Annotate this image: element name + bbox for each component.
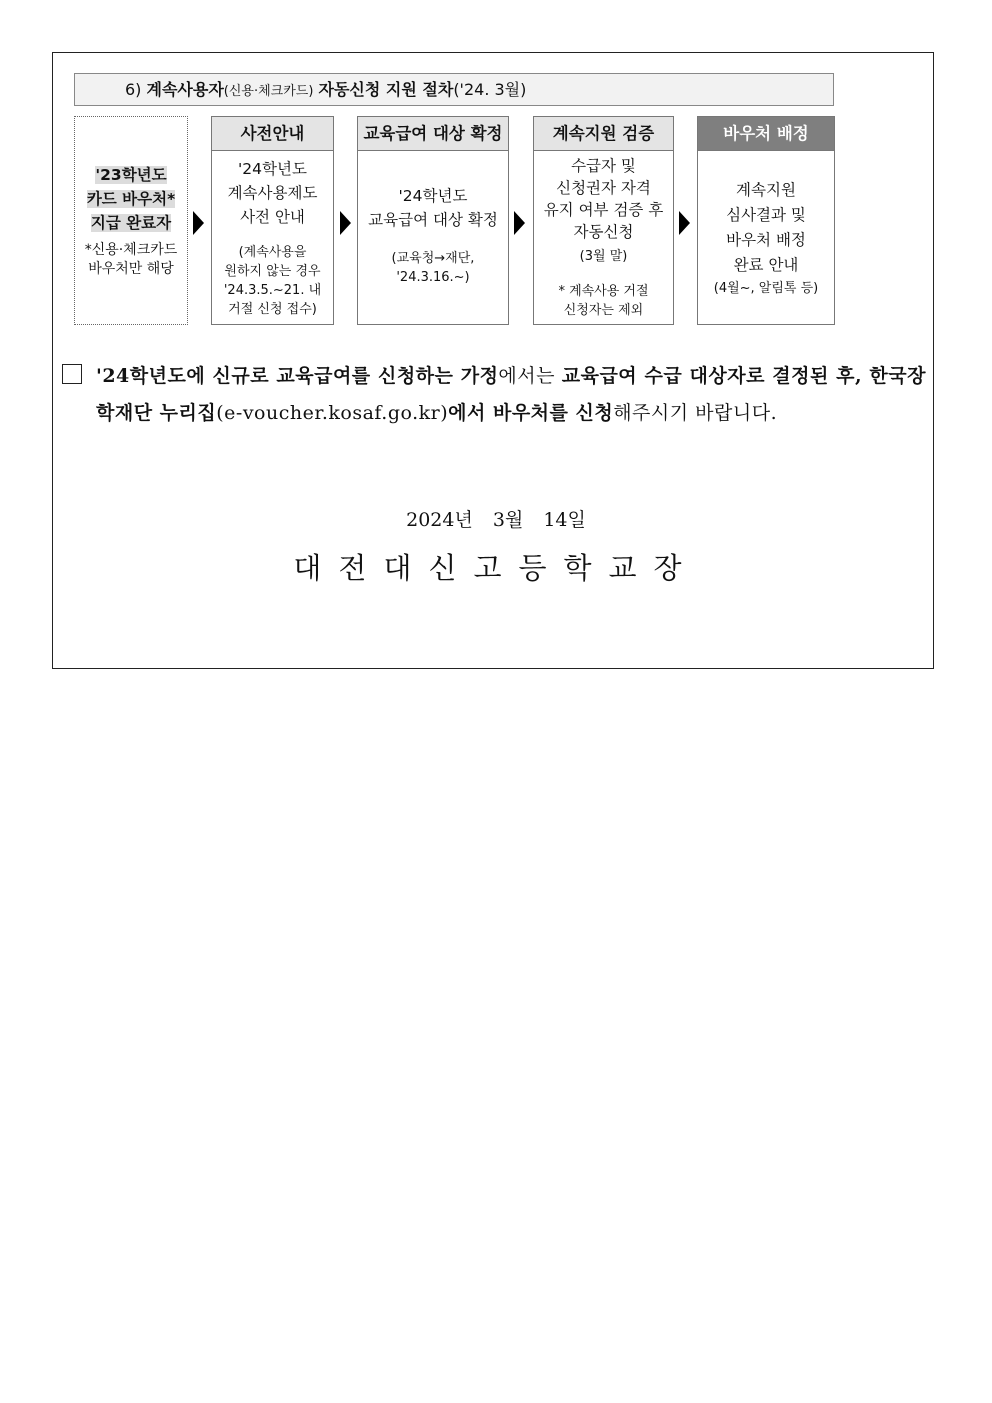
step-confirmation-note: (교육청→재단, '24.3.16.~) [391,251,475,285]
notice-part-1: '24학년도에 신규로 교육급여를 신청하는 가정 [96,365,499,387]
arrow-icon [514,211,525,235]
notice-paragraph [60,358,926,432]
step-confirmation-main: '24학년도 교육급여 대상 확정 [368,187,498,229]
eligibility-note: *신용·체크카드 바우처만 해당 [84,242,178,277]
document-date: 2024년 3월 14일 [406,509,586,531]
step-voucher [697,116,835,325]
step-confirmation [357,116,509,325]
arrow-icon [340,211,351,235]
section-title-period: ('24. 3월) [453,80,527,99]
notice-part-6: 해주시기 바랍니다. [613,402,778,424]
arrow-icon [193,211,204,235]
section-title-part2: 자동신청 지원 절차 [318,80,454,99]
step-pre-notice-main: '24학년도 계속사용제도 사전 안내 [227,160,318,226]
notice-url: (e-voucher.kosaf.go.kr) [216,402,449,424]
checkbox-icon [62,364,82,384]
step-pre-notice-note: (계속사용을 원하지 않는 경우 '24.3.5.~21. 내 거절 신청 접수) [223,245,322,317]
section-title-part1: 계속사용자 [146,80,224,99]
principal-signature: 대전대신고등학교장 [293,551,699,585]
step-voucher-main: 계속지원 심사결과 및 바우처 배정 완료 안내 [726,181,806,274]
step-pre-notice [211,116,334,325]
step-pre-notice-header: 사전안내 [212,117,333,151]
section-number: 6) [125,80,142,99]
notice-part-5: 에서 바우처를 신청 [448,402,614,424]
step-verification [533,116,674,325]
step-verification-main: 수급자 및 신청권자 자격 유지 여부 검증 후 자동신청 [543,157,664,241]
step-eligibility [74,116,188,325]
step-confirmation-header: 교육급여 대상 확정 [358,117,508,151]
eligibility-line-3: 지급 완료자 [90,214,172,232]
notice-part-3: 교육급여 수급 대상자로 결정된 후, 한국장학재단 누리집 [96,365,926,424]
eligibility-line-1: '23학년도 [95,166,167,184]
step-verification-note: * 계속사용 거절 신청자는 제외 [558,284,649,318]
step-verification-date: (3월 말) [579,249,628,264]
section-title [74,73,834,106]
notice-part-2: 에서는 [498,365,562,387]
step-voucher-header: 바우처 배정 [698,117,834,151]
arrow-icon [679,211,690,235]
step-voucher-note: (4월~, 알림톡 등) [713,281,819,296]
step-verification-header: 계속지원 검증 [534,117,673,151]
eligibility-line-2: 카드 바우처* [86,190,176,208]
section-title-card-type: (신용·체크카드) [223,84,314,99]
